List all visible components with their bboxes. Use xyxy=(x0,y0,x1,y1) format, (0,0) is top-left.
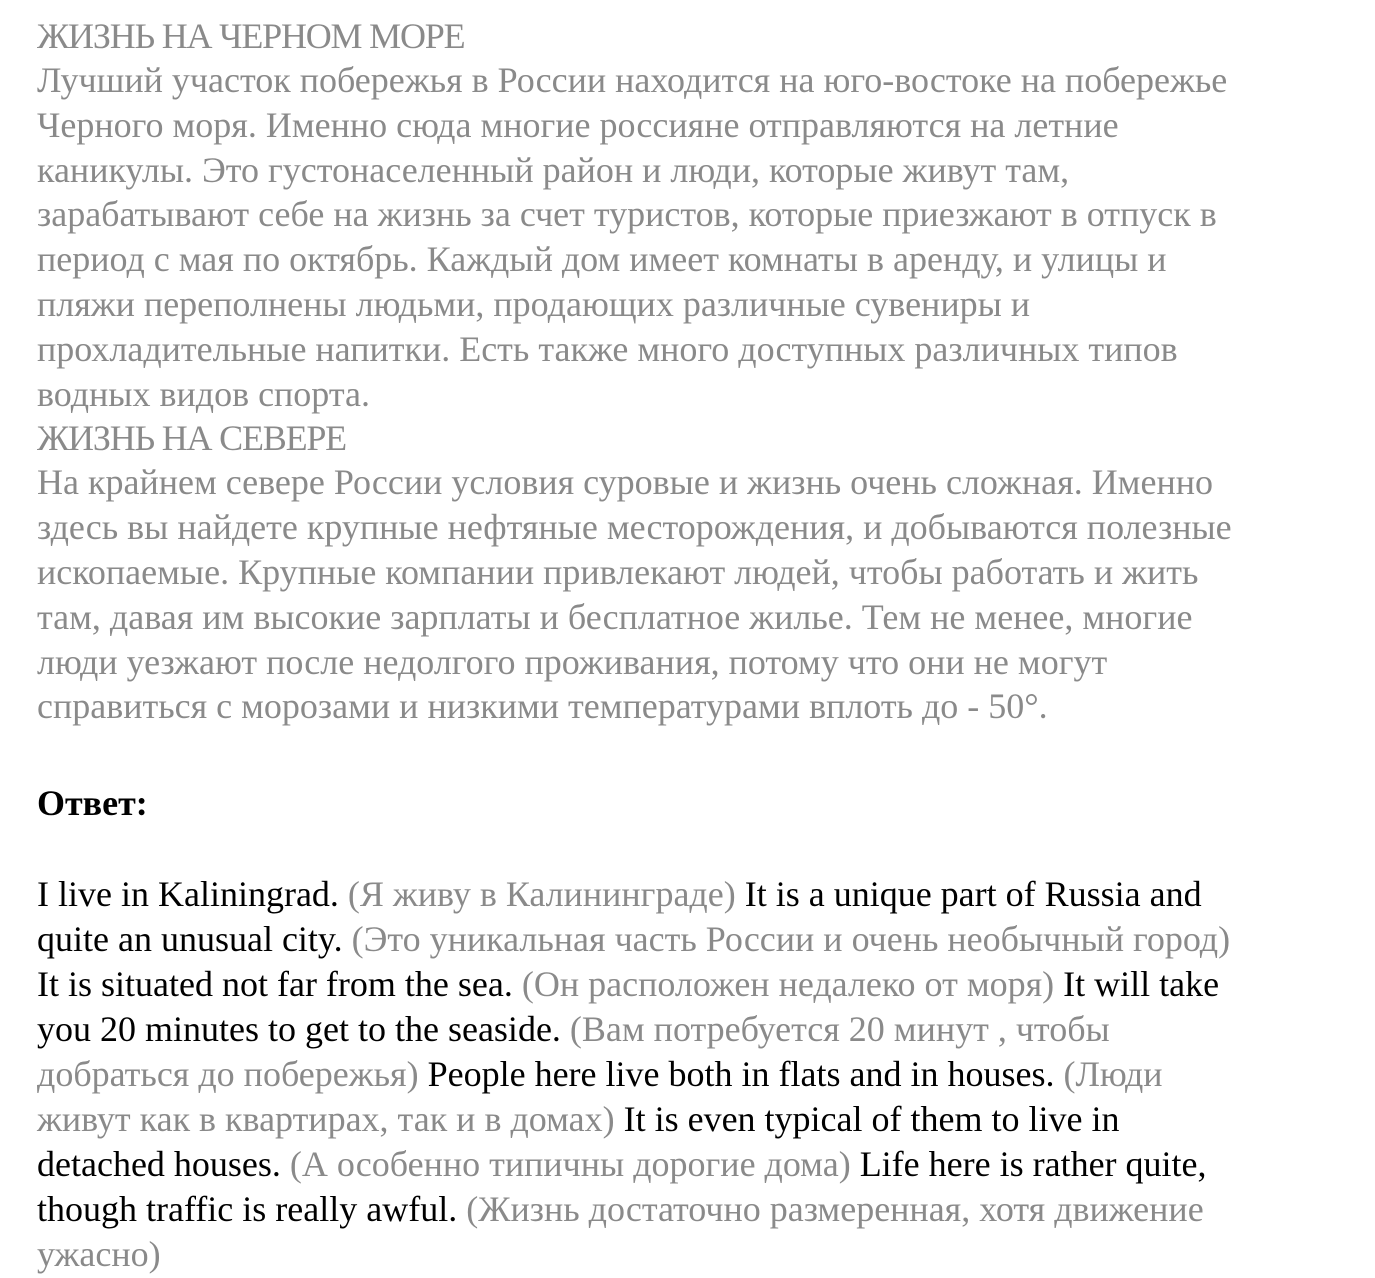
english-sentence: though traffic is really awful. xyxy=(37,1189,467,1230)
paragraph-line: ископаемые. Крупные компании привлекают людей, чтобы работать и жить xyxy=(37,551,1199,592)
answer-line xyxy=(37,872,1347,917)
russian-translation: (Люди xyxy=(1063,1054,1163,1095)
answer-line xyxy=(37,1052,1347,1097)
english-sentence: It is a unique part of Russia and xyxy=(744,874,1202,915)
section-title: ЖИЗНЬ НА СЕВЕРЕ xyxy=(37,418,346,459)
paragraph-line: пляжи переполнены людьми, продающих различные сувениры и xyxy=(37,283,1031,324)
black-sea-section xyxy=(37,14,1347,416)
answer-line xyxy=(37,1232,1347,1277)
english-sentence: It is even typical of them to live in xyxy=(623,1099,1120,1140)
russian-translation: (Жизнь достаточно размеренная, хотя движение xyxy=(466,1189,1204,1230)
answer-label: Ответ: xyxy=(37,783,148,824)
russian-translation: (Вам потребуется 20 минут , чтобы xyxy=(569,1009,1110,1050)
russian-translation: добраться до побережья) xyxy=(37,1054,428,1095)
russian-translation: ужасно) xyxy=(37,1234,161,1275)
paragraph-line: зарабатывают себе на жизнь за счет туристов, которые приезжают в отпуск в xyxy=(37,194,1217,235)
north-section xyxy=(37,416,1347,729)
russian-translation: (А особенно типичны дорогие дома) xyxy=(289,1144,860,1185)
english-sentence: I live in Kaliningrad. xyxy=(37,874,348,915)
answer-line xyxy=(37,1007,1347,1052)
document-page xyxy=(37,14,1347,1277)
paragraph-line: На крайнем севере России условия суровые и жизнь очень сложная. Именно xyxy=(37,462,1213,503)
paragraph-line: прохладительные напитки. Есть также много доступных различных типов xyxy=(37,328,1178,369)
russian-translation: (Это уникальная часть России и очень необычный город) xyxy=(351,919,1231,960)
english-sentence: People here live both in flats and in houses. xyxy=(427,1054,1064,1095)
paragraph-line: период с мая по октябрь. Каждый дом имеет комнаты в аренду, и улицы и xyxy=(37,239,1167,280)
paragraph-line: Черного моря. Именно сюда многие россияне отправляются на летние xyxy=(37,104,1119,145)
english-sentence: quite an unusual city. xyxy=(37,919,352,960)
answer-line xyxy=(37,1097,1347,1142)
paragraph-line: Лучший участок побережья в России находится на юго-востоке на побережье xyxy=(37,60,1228,100)
answer-line xyxy=(37,917,1347,962)
english-sentence: It will take xyxy=(1063,964,1220,1005)
russian-translation: (Он расположен недалеко от моря) xyxy=(521,964,1064,1005)
paragraph-line: каникулы. Это густонаселенный район и люди, которые живут там, xyxy=(37,149,1070,190)
paragraph-line: справиться с морозами и низкими температурами вплоть до - 50°. xyxy=(37,686,1048,727)
answer-line xyxy=(37,962,1347,1007)
english-sentence: you 20 minutes to get to the seaside. xyxy=(37,1009,570,1050)
section-title: ЖИЗНЬ НА ЧЕРНОМ МОРЕ xyxy=(37,16,465,56)
paragraph-line: водных видов спорта. xyxy=(37,373,370,414)
paragraph-line: здесь вы найдете крупные нефтяные месторождения, и добываются полезные xyxy=(37,507,1232,548)
english-sentence: Life here is rather quite, xyxy=(859,1144,1207,1185)
answer-line xyxy=(37,1187,1347,1232)
answer-line xyxy=(37,1142,1347,1187)
paragraph-line: там, давая им высокие зарплаты и бесплатное жилье. Тем не менее, многие xyxy=(37,596,1193,637)
russian-translation: (Я живу в Калининграде) xyxy=(347,874,745,915)
answer-section xyxy=(37,872,1347,1277)
english-sentence: It is situated not far from the sea. xyxy=(37,964,522,1005)
paragraph-line: люди уезжают после недолгого проживания, потому что они не могут xyxy=(37,641,1108,682)
english-sentence: detached houses. xyxy=(37,1144,290,1185)
russian-translation: живут как в квартирах, так и в домах) xyxy=(37,1099,624,1140)
